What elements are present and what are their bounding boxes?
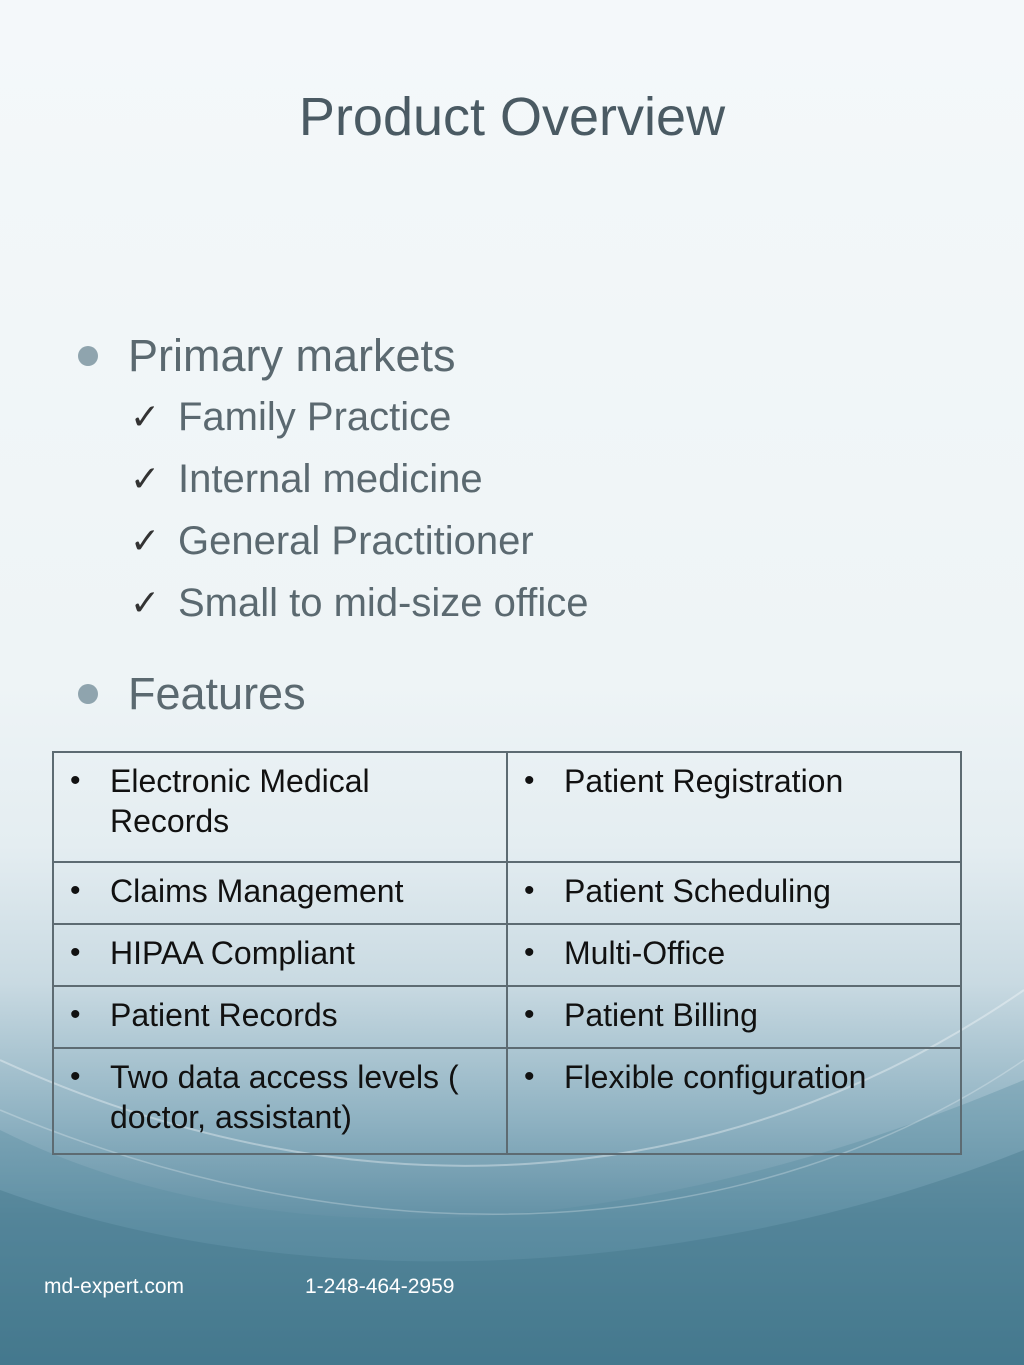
subitem-label: Internal medicine (178, 457, 483, 501)
footer-phone: 1-248-464-2959 (305, 1275, 455, 1298)
table-row (53, 1048, 961, 1154)
footer-website: md-expert.com (44, 1275, 185, 1298)
slide-title: Product Overview (298, 87, 726, 147)
table-row (53, 924, 961, 986)
checkmark-icon: ✓ (130, 520, 161, 561)
table-cell: • Patient Registration (507, 752, 961, 862)
subitem-label: Small to mid-size office (178, 581, 589, 625)
feature-label: Patient Billing (564, 997, 758, 1033)
table-cell: • Electronic Medical Records (53, 752, 507, 862)
feature-label: Patient Registration (564, 763, 844, 799)
subitem-label: Family Practice (178, 395, 452, 439)
table-cell: • Claims Management (53, 862, 507, 924)
table-cell: • Patient Scheduling (507, 862, 961, 924)
table-row (53, 862, 961, 924)
subitem-label: General Practitioner (178, 519, 534, 563)
feature-label: Two data access levels ( doctor, assistant) (110, 1059, 459, 1135)
table-cell: • Patient Records (53, 986, 507, 1048)
feature-label: HIPAA Compliant (110, 935, 355, 971)
bullet-dot-icon (78, 684, 98, 704)
feature-label: Multi-Office (564, 935, 726, 971)
bullet-label: Features (128, 668, 306, 719)
feature-label: Claims Management (110, 873, 404, 909)
table-cell: • Multi-Office (507, 924, 961, 986)
bullet-dot-icon (78, 346, 98, 366)
table-cell: • Two data access levels ( doctor, assistant) (53, 1048, 507, 1154)
checkmark-icon: ✓ (130, 582, 161, 623)
feature-label: Patient Scheduling (564, 873, 831, 909)
checkmark-icon: ✓ (130, 396, 161, 437)
table-cell: • Flexible configuration (507, 1048, 961, 1154)
feature-label: Patient Records (110, 997, 338, 1033)
feature-label: Electronic Medical Records (110, 763, 370, 839)
feature-label: Flexible configuration (564, 1059, 867, 1095)
table-row (53, 752, 961, 862)
features-table (52, 751, 962, 1155)
bullet-label: Primary markets (128, 330, 456, 381)
table-cell: • HIPAA Compliant (53, 924, 507, 986)
checkmark-icon: ✓ (130, 458, 161, 499)
table-cell: • Patient Billing (507, 986, 961, 1048)
table-row (53, 986, 961, 1048)
